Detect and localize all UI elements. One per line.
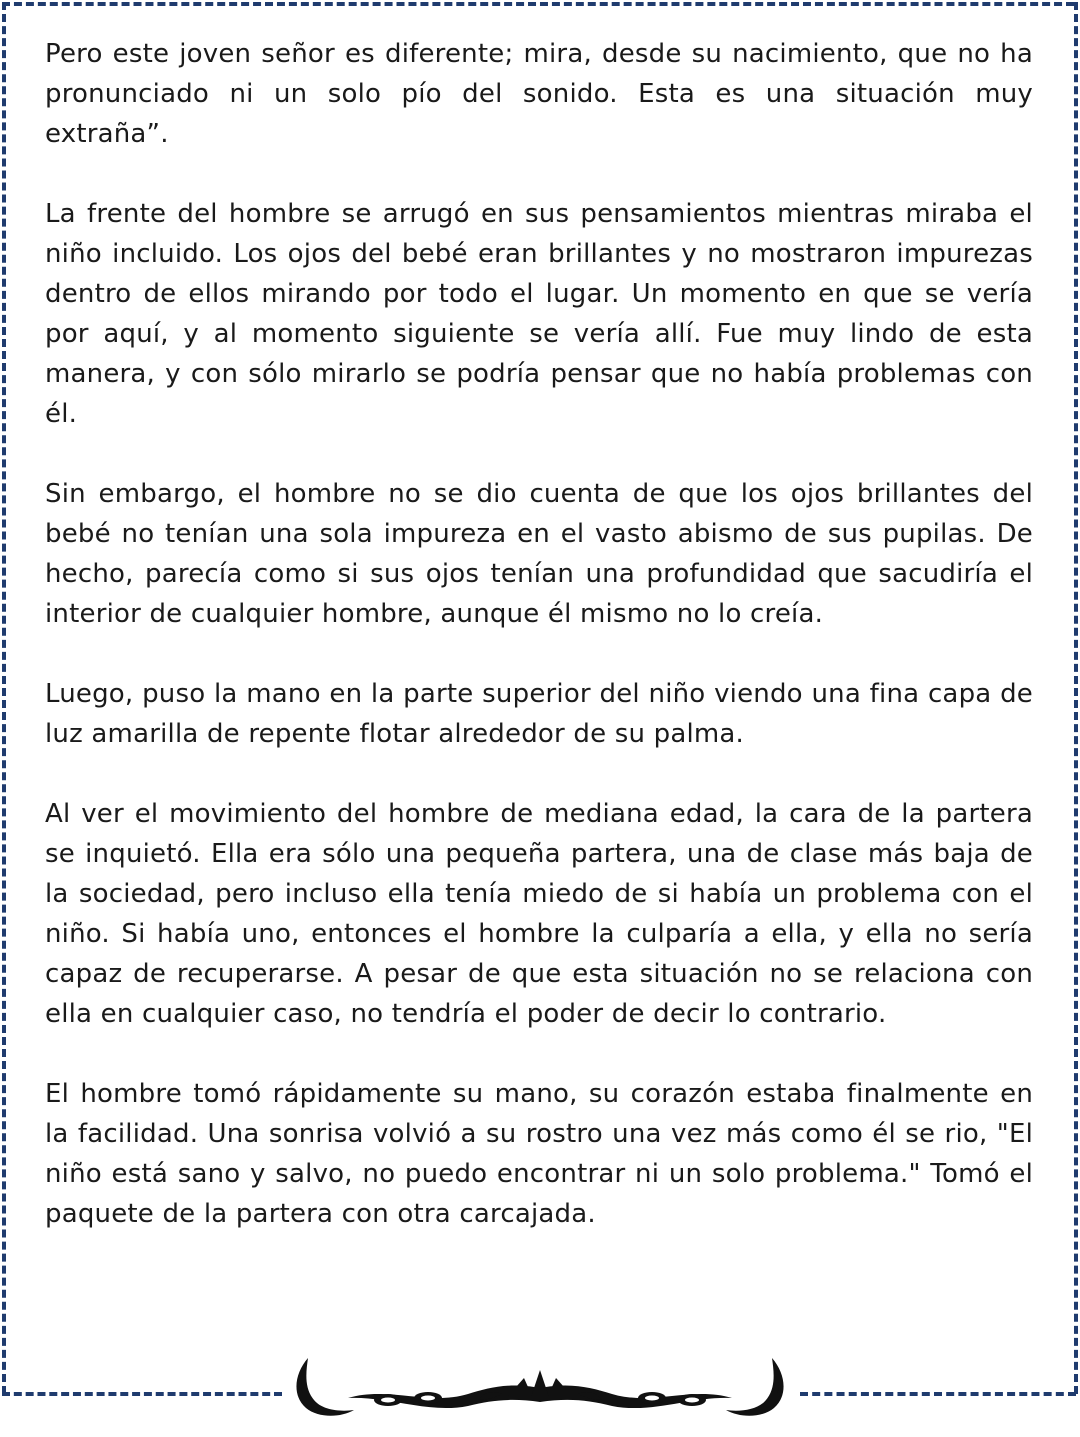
border-bottom-right xyxy=(800,1392,1076,1396)
border-left xyxy=(2,2,6,1394)
paragraph-6: El hombre tomó rápidamente su mano, su corazón estaba finalmente en la facilidad. Una sonrisa volvió a su rostro una vez más como él se rio, "El niño está sano y salvo, no puedo encontrar ni un solo problema." Tomó el paquete de la partera con otra carcajada. xyxy=(45,1079,1033,1229)
border-right xyxy=(1074,2,1078,1394)
paragraph-3: Sin embargo, el hombre no se dio cuenta de que los ojos brillantes del bebé no tenían una sola impureza en el vasto abismo de sus pupilas. De hecho, parecía como si sus ojos tenían una profundidad que sacudiría el interior de cualquier hombre, aunque él mismo no lo creía. xyxy=(45,479,1033,629)
paragraph-4: Luego, puso la mano en la parte superior del niño viendo una fina capa de luz amarilla de repente flotar alrededor de su palma. xyxy=(45,679,1033,749)
tribal-divider-icon xyxy=(288,1352,792,1424)
border-top xyxy=(2,2,1074,6)
paragraph-5: Al ver el movimiento del hombre de mediana edad, la cara de la partera se inquietó. Ella era sólo una pequeña partera, una de clase más baja de la sociedad, pero incluso ella tenía miedo de si había un problema con el niño. Si había uno, entonces el hombre la culparía a ella, y ella no sería capaz de recuperarse. A pesar de que esta situación no se relaciona con ella en cualquier caso, no tendría el poder de decir lo contrario. xyxy=(45,799,1033,1029)
border-bottom-left xyxy=(2,1392,282,1396)
document-body xyxy=(45,34,1033,1274)
paragraph-2: La frente del hombre se arrugó en sus pensamientos mientras miraba el niño incluido. Los ojos del bebé eran brillantes y no mostraron impurezas dentro de ellos mirando por todo el lugar. Un momento en que se vería por aquí, y al momento siguiente se vería allí. Fue muy lindo de esta manera, y con sólo mirarlo se podría pensar que no había problemas con él. xyxy=(45,199,1033,429)
paragraph-1: Pero este joven señor es diferente; mira, desde su nacimiento, que no ha pronunciado ni un solo pío del sonido. Esta es una situación muy extraña”. xyxy=(45,39,1033,149)
